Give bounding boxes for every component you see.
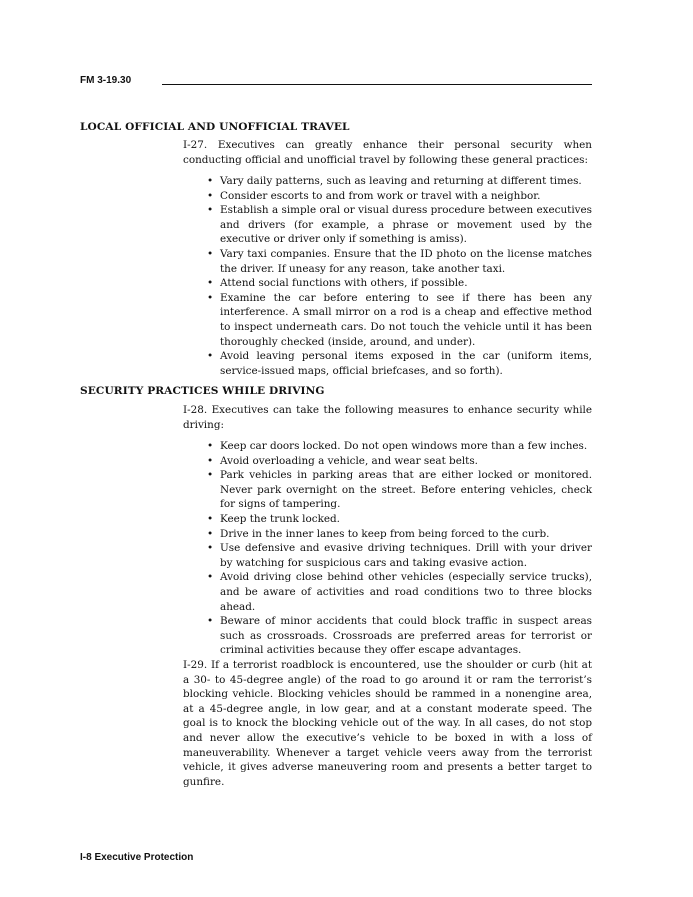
bullet-list-driving xyxy=(207,439,592,658)
list-item: • Vary daily patterns, such as leaving and returning at different times. xyxy=(207,175,582,187)
bullet-icon: • xyxy=(207,512,214,525)
paragraph-i-27: I-27. Executives can greatly enhance their personal security when conducting official and unofficial travel by following these general practices: xyxy=(183,139,592,166)
document-code: FM 3-19.30 xyxy=(80,75,132,86)
page-footer: I-8 Executive Protection xyxy=(80,852,194,863)
header-rule xyxy=(162,84,592,85)
list-item: • Establish a simple oral or visual duress procedure between executives and drivers (for example, a phrase or movement used by the executive or driver only if something is amiss). xyxy=(207,204,592,246)
bullet-icon: • xyxy=(207,175,214,187)
bullet-icon: • xyxy=(207,571,214,584)
page-header xyxy=(80,75,592,91)
bullet-icon: • xyxy=(207,469,214,482)
section-title-driving: SECURITY PRACTICES WHILE DRIVING xyxy=(80,385,325,397)
bullet-icon: • xyxy=(207,350,214,363)
list-item: • Drive in the inner lanes to keep from being forced to the curb. xyxy=(207,527,550,540)
list-item: • Avoid leaving personal items exposed in the car (uniform items, service-issued maps, official briefcases, and so forth). xyxy=(207,350,592,377)
paragraph-i-28: I-28. Executives can take the following measures to enhance security while driving: xyxy=(183,404,592,431)
list-item: • Use defensive and evasive driving techniques. Drill with your driver by watching for suspicious cars and taking evasive action. xyxy=(207,542,592,569)
bullet-icon: • xyxy=(207,204,214,217)
bullet-icon: • xyxy=(207,277,214,290)
bullet-icon: • xyxy=(207,291,214,304)
bullet-icon: • xyxy=(207,247,214,260)
paragraph-i-29: I-29. If a terrorist roadblock is encountered, use the shoulder or curb (hit at a 30- to 45-degree angle) of the road to go around it or ram the terrorist’s blocking vehicle. Blocking vehicles should be rammed in a nonengine area, at a 45-degree angle, in low gear, and at a constant moderate speed. The goal is to knock the blocking vehicle out of the way. In all cases, do not stop and never allow the executive’s vehicle to be boxed in with a loss of maneuverability. Whenever a target vehicle veers away from the terrorist vehicle, it gives adverse maneuvering room and presents a better target to gunfire. xyxy=(183,659,592,788)
bullet-list-travel xyxy=(207,174,592,378)
list-item: • Keep car doors locked. Do not open windows more than a few inches. xyxy=(207,440,588,452)
list-item: • Avoid driving close behind other vehicles (especially service trucks), and be aware of activities and road conditions two to three blocks ahead. xyxy=(207,571,592,613)
bullet-icon: • xyxy=(207,527,214,540)
list-item: • Park vehicles in parking areas that are either locked or monitored. Never park overnight on the street. Before entering vehicles, check for signs of tampering. xyxy=(207,469,592,511)
bullet-icon: • xyxy=(207,542,214,555)
list-item: • Attend social functions with others, if possible. xyxy=(207,277,468,290)
list-item: • Consider escorts to and from work or travel with a neighbor. xyxy=(207,189,541,202)
bullet-icon: • xyxy=(207,454,214,467)
section-title-local-travel: LOCAL OFFICIAL AND UNOFFICIAL TRAVEL xyxy=(80,121,350,133)
bullet-icon: • xyxy=(207,189,214,202)
list-item: • Beware of minor accidents that could block traffic in suspect areas such as crossroads. Crossroads are preferred areas for terrorist or criminal activities because they offer escape advantages. xyxy=(207,615,592,657)
bullet-icon: • xyxy=(207,615,214,628)
list-item: • Avoid overloading a vehicle, and wear seat belts. xyxy=(207,454,478,467)
list-item: • Vary taxi companies. Ensure that the ID photo on the license matches the driver. If uneasy for any reason, take another taxi. xyxy=(207,247,592,275)
list-item: • Examine the car before entering to see if there has been any interference. A small mirror on a rod is a cheap and effective method to inspect underneath cars. Do not touch the vehicle until it has been thoroughly checked (inside, around, and under). xyxy=(207,291,592,348)
bullet-icon: • xyxy=(207,440,214,452)
list-item: • Keep the trunk locked. xyxy=(207,512,340,525)
